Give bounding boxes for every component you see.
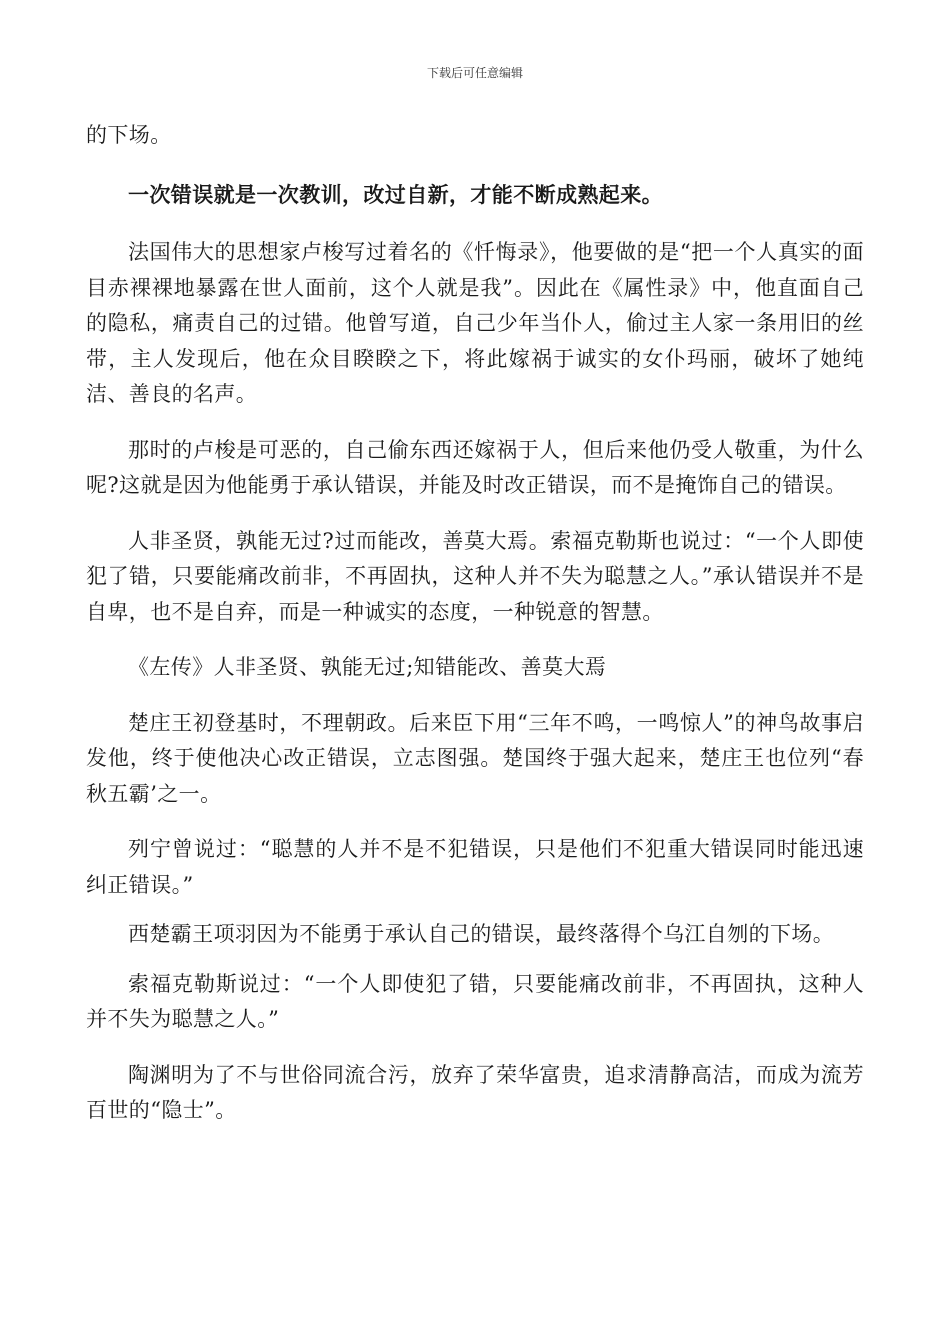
paragraph-continuation: 的下场。 — [86, 123, 172, 147]
paragraph-rousseau: 法国伟大的思想家卢梭写过着名的《忏悔录》，他要做的是“把一个人真实的面目赤裸裸地暴露在世人面前，这个人就是我”。因此在《属性录》中，他直面自己的隐私，痛责自己的过错。他曾写道，自己少年当仆人，偷过主人家一条用旧的丝带，主人发现后，他在众目睽睽之下，将此嫁祸于诚实的女仆玛丽，破坏了她纯洁、善良的名声。 — [86, 240, 864, 406]
paragraph-bold-heading: 一次错误就是一次教训，改过自新，才能不断成熟起来。 — [128, 181, 663, 207]
paragraph-tao-yuanming: 陶渊明为了不与世俗同流合污，放弃了荣华富贵，追求清静高洁，而成为流芳百世的“隐士”。 — [86, 1062, 864, 1122]
paragraph-chu-zhuang: 楚庄王初登基时，不理朝政。后来臣下用“三年不鸣，一鸣惊人”的神鸟故事启发他，终于使他决心改正错误，立志图强。楚国终于强大起来，楚庄王也位列“春秋五霸’之一。 — [86, 710, 864, 806]
page-header: 下载后可任意编辑 — [426, 66, 523, 80]
document-body — [86, 118, 864, 1129]
paragraph-sophocles-quote: 索福克勒斯说过：“一个人即使犯了错，只要能痛改前非，不再固执，这种人并不失为聪慧之人。” — [86, 971, 864, 1031]
paragraph-sophocles: 人非圣贤，孰能无过?过而能改，善莫大焉。索福克勒斯也说过：“一个人即使犯了错，只要能痛改前非，不再固执，这种人并不失为聪慧之人。”承认错误并不是自卑，也不是自弃，而是一种诚实的态度，一种锐意的智慧。 — [86, 528, 864, 624]
paragraph-lenin: 列宁曾说过：“聪慧的人并不是不犯错误，只是他们不犯重大错误同时能迅速纠正错误。” — [86, 837, 864, 897]
paragraph-zuozhuan: 《左传》人非圣贤、孰能无过;知错能改、善莫大焉 — [128, 655, 607, 679]
paragraph-rousseau-reflection: 那时的卢梭是可恶的，自己偷东西还嫁祸于人，但后来他仍受人敬重，为什么呢?这就是因为他能勇于承认错误，并能及时改正错误，而不是掩饰自己的错误。 — [86, 437, 864, 497]
paragraph-xiang-yu: 西楚霸王项羽因为不能勇于承认自己的错误，最终落得个乌江自刎的下场。 — [128, 922, 835, 946]
